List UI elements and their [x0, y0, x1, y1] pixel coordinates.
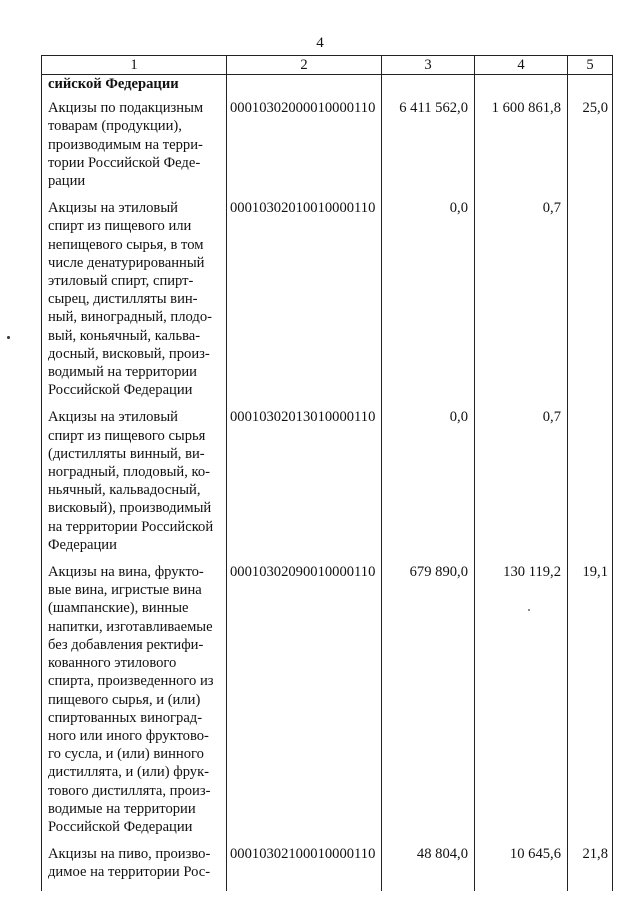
section-title: сийской Федерации	[42, 75, 227, 100]
table-row	[42, 845, 613, 890]
scan-speck	[528, 609, 530, 611]
row-name-line: ньячный, кальвадосный,	[48, 482, 201, 499]
row-name	[42, 563, 227, 845]
row-name-line: напитки, изготавливаемые	[48, 618, 213, 635]
row-col-3: 0,0	[382, 199, 475, 408]
header-col-5: 5	[568, 56, 613, 75]
row-name-line: пищевого сырья, и (или)	[48, 691, 201, 708]
row-name-line: Акцизы на вина, фрукто-	[48, 564, 204, 581]
row-name-line: дистиллята, и (или) фрук-	[48, 764, 210, 781]
row-name-line: вый, коньячный, кальва-	[48, 327, 201, 344]
row-col-4: 10 645,6	[475, 845, 568, 890]
row-name-line: спиртованных виноград-	[48, 709, 203, 726]
header-col-1: 1	[42, 56, 227, 75]
row-name-line: Акцизы на пиво, произво-	[48, 846, 211, 863]
row-name	[42, 408, 227, 563]
row-name	[42, 99, 227, 199]
row-name-line: производимым на терри-	[48, 136, 203, 153]
row-col-3: 48 804,0	[382, 845, 475, 890]
page-number: 4	[316, 35, 324, 51]
row-col-4: 1 600 861,8	[475, 99, 568, 199]
row-name-line: тории Российской Феде-	[48, 154, 201, 171]
row-name-line: Российской Федерации	[48, 382, 193, 399]
row-name-line: водимый на территории	[48, 364, 197, 381]
row-col-4: 0,7	[475, 199, 568, 408]
header-row	[42, 56, 613, 75]
row-name-line: ный, виноградный, плодо-	[48, 309, 212, 326]
row-name-line: тового дистиллята, произ-	[48, 782, 211, 799]
row-name-line: непищевого сырья, в том	[48, 236, 204, 253]
row-col-5	[568, 408, 613, 563]
row-name-line: спирт из пищевого или	[48, 218, 192, 235]
row-col-4: 130 119,2	[475, 563, 568, 845]
row-name-line: Акцизы на этиловый	[48, 409, 178, 426]
row-name-line: рации	[48, 173, 86, 190]
row-code: 00010302000010000110	[227, 99, 382, 199]
row-name-line: Акцизы по подакцизным	[48, 100, 204, 117]
table-row	[42, 99, 613, 199]
row-name-line: Акцизы на этиловый	[48, 200, 178, 217]
row-name-line: спирт из пищевого сырья	[48, 427, 206, 444]
table-row	[42, 199, 613, 408]
row-name-line: ного или иного фруктово-	[48, 727, 209, 744]
row-col-5: 19,1	[568, 563, 613, 845]
row-name-line: товарам (продукции),	[48, 118, 182, 135]
row-col-3: 6 411 562,0	[382, 99, 475, 199]
row-name-line: (шампанские), винные	[48, 600, 189, 617]
row-col-4: 0,7	[475, 408, 568, 563]
header-col-2: 2	[227, 56, 382, 75]
section-row	[42, 75, 613, 100]
scan-speck	[7, 336, 10, 339]
row-col-3: 679 890,0	[382, 563, 475, 845]
row-name-line: ноградный, плодовый, ко-	[48, 464, 211, 481]
budget-table	[41, 55, 613, 891]
row-name-line: спирта, произведенного из	[48, 673, 214, 690]
row-name-line: водимые на территории	[48, 800, 196, 817]
header-col-3: 3	[382, 56, 475, 75]
row-name	[42, 845, 227, 890]
row-code: 00010302013010000110	[227, 408, 382, 563]
row-name-line: сырец, дистилляты вин-	[48, 291, 198, 308]
row-name-line: кованного этилового	[48, 655, 177, 672]
row-name-line: (дистилляты винный, ви-	[48, 445, 205, 462]
row-col-3: 0,0	[382, 408, 475, 563]
row-name-line: димое на территории Рос-	[48, 864, 211, 881]
row-name	[42, 199, 227, 408]
header-col-4: 4	[475, 56, 568, 75]
row-name-line: Российской Федерации	[48, 818, 193, 835]
table-row	[42, 563, 613, 845]
row-name-line: висковый), производимый	[48, 500, 212, 517]
row-code: 00010302090010000110	[227, 563, 382, 845]
table-row	[42, 408, 613, 563]
row-name-line: этиловый спирт, спирт-	[48, 273, 194, 290]
row-name-line: Федерации	[48, 536, 117, 553]
row-name-line: го сусла, и (или) винного	[48, 746, 204, 763]
row-name-line: досный, висковый, произ-	[48, 345, 210, 362]
row-name-line: числе денатурированный	[48, 254, 205, 271]
row-col-5: 21,8	[568, 845, 613, 890]
row-code: 00010302010010000110	[227, 199, 382, 408]
row-code: 00010302100010000110	[227, 845, 382, 890]
row-col-5	[568, 199, 613, 408]
row-name-line: на территории Российской	[48, 518, 214, 535]
row-name-line: вые вина, игристые вина	[48, 582, 202, 599]
row-name-line: без добавления ректифи-	[48, 636, 204, 653]
row-col-5: 25,0	[568, 99, 613, 199]
